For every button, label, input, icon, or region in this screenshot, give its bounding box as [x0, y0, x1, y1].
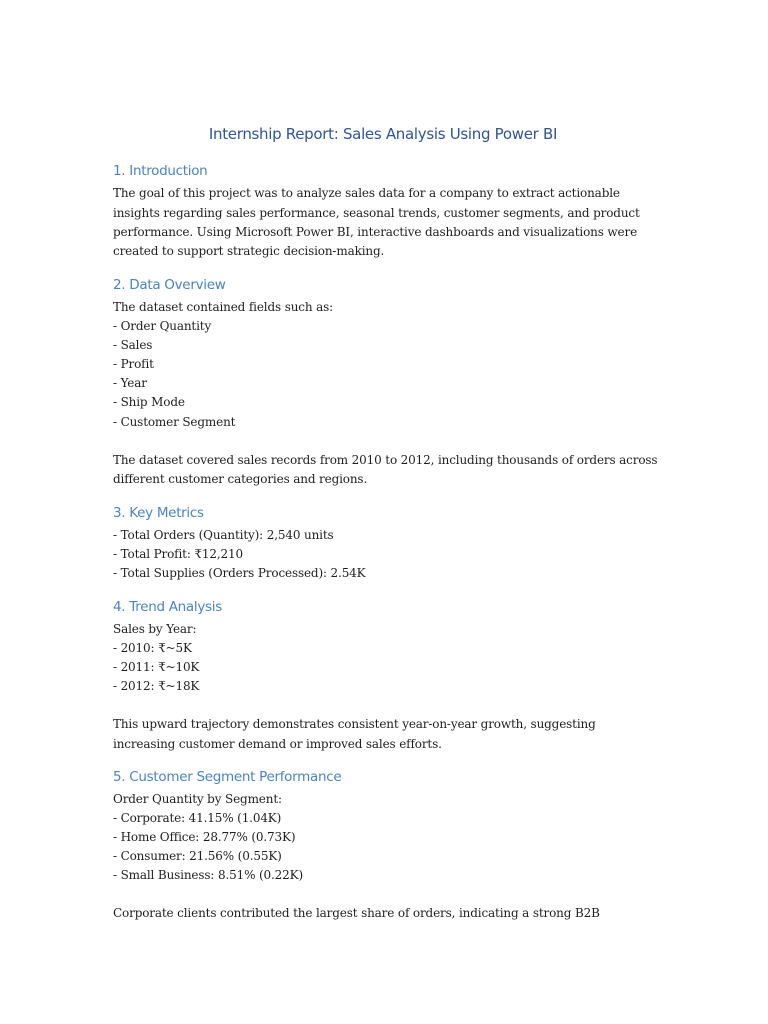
paragraph-line: Corporate clients contributed the largest share of orders, indicating a strong B2B: [113, 906, 600, 920]
list-item: - Total Orders (Quantity): 2,540 units: [113, 528, 334, 542]
list-item: - 2012: ₹~18K: [113, 679, 200, 693]
section-heading-customer-segment: 5. Customer Segment Performance: [113, 769, 342, 785]
list-item: - Consumer: 21.56% (0.55K): [113, 849, 282, 863]
list-item: - Customer Segment: [113, 415, 236, 429]
list-item: - 2011: ₹~10K: [113, 660, 200, 674]
list-item: - Total Profit: ₹12,210: [113, 547, 243, 561]
list-item: - Ship Mode: [113, 395, 185, 409]
paragraph-line: The dataset covered sales records from 2010 to 2012, including thousands of orders across: [113, 453, 658, 467]
document-title: Internship Report: Sales Analysis Using Power BI: [208, 125, 558, 143]
paragraph-line: performance. Using Microsoft Power BI, interactive dashboards and visualizations were: [113, 225, 638, 239]
paragraph-line: different customer categories and regions.: [113, 472, 368, 486]
paragraph-line: Sales by Year:: [113, 622, 197, 636]
section-heading-key-metrics: 3. Key Metrics: [113, 505, 204, 521]
paragraph-line: The goal of this project was to analyze sales data for a company to extract actionable: [113, 186, 620, 200]
paragraph-line: Order Quantity by Segment:: [113, 792, 282, 806]
list-item: - Home Office: 28.77% (0.73K): [113, 830, 296, 844]
list-item: - Total Supplies (Orders Processed): 2.54K: [113, 566, 366, 580]
list-item: - 2010: ₹~5K: [113, 641, 192, 655]
document-page: [113, 0, 658, 1024]
list-item: - Year: [113, 376, 147, 390]
section-heading-data-overview: 2. Data Overview: [113, 277, 226, 293]
list-item: - Sales: [113, 338, 153, 352]
list-item: - Corporate: 41.15% (1.04K): [113, 811, 282, 825]
section-heading-trend-analysis: 4. Trend Analysis: [113, 599, 222, 615]
paragraph-line: created to support strategic decision-making.: [113, 244, 385, 258]
section-heading-introduction: 1. Introduction: [113, 163, 208, 179]
list-item: - Order Quantity: [113, 319, 212, 333]
paragraph-line: increasing customer demand or improved sales efforts.: [113, 737, 442, 751]
list-item: - Small Business: 8.51% (0.22K): [113, 868, 303, 882]
paragraph-line: This upward trajectory demonstrates consistent year-on-year growth, suggesting: [113, 717, 596, 731]
paragraph-line: insights regarding sales performance, seasonal trends, customer segments, and product: [113, 206, 640, 220]
list-item: - Profit: [113, 357, 154, 371]
paragraph-line: The dataset contained fields such as:: [113, 300, 334, 314]
